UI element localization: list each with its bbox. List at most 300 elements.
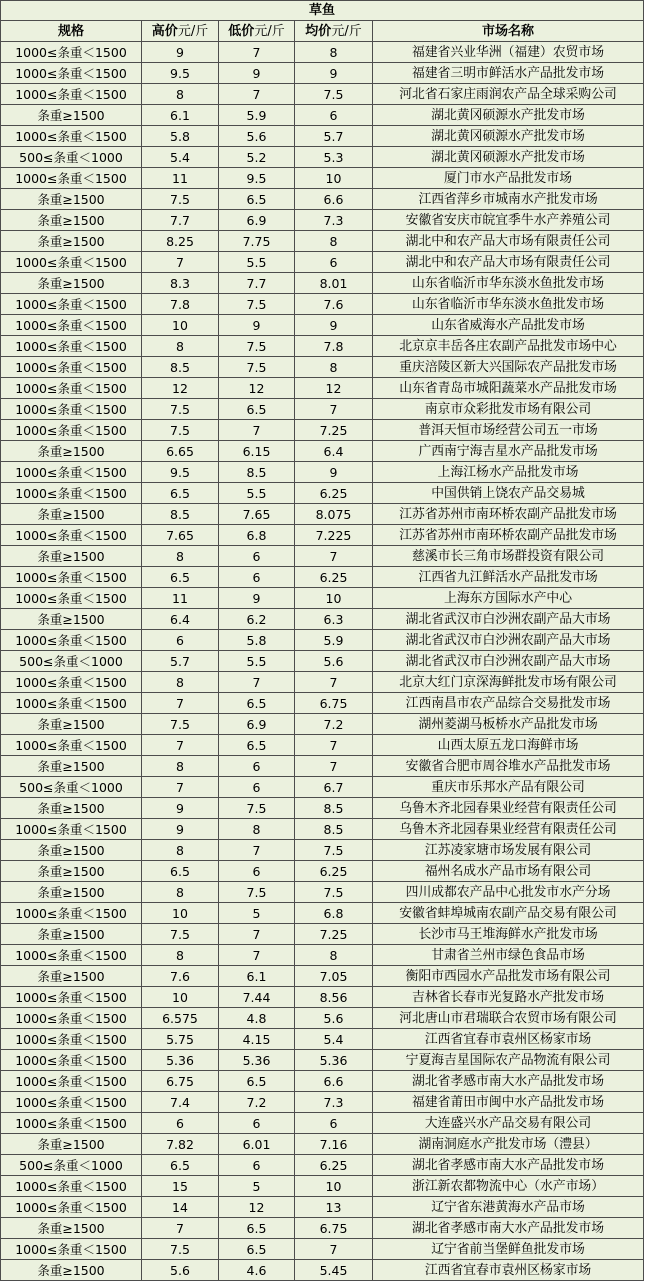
- cell-market: 福建省莆田市闽中水产品批发市场: [373, 1092, 644, 1113]
- cell-low-price: 5: [219, 903, 295, 924]
- table-row: [1, 1113, 644, 1134]
- cell-spec: 500≤条重＜1000: [1, 651, 142, 672]
- cell-high-price: 6: [142, 1113, 219, 1134]
- cell-market: 北京京丰岳各庄农副产品批发市场中心: [373, 336, 644, 357]
- cell-market: 广西南宁海吉星水产品批发市场: [373, 441, 644, 462]
- table-row: [1, 504, 644, 525]
- cell-low-price: 5.36: [219, 1050, 295, 1071]
- cell-market: 山东省临沂市华东淡水鱼批发市场: [373, 273, 644, 294]
- cell-market: 湖北省武汉市白沙洲农副产品大市场: [373, 630, 644, 651]
- cell-spec: 条重≥1500: [1, 966, 142, 987]
- cell-low-price: 6.5: [219, 693, 295, 714]
- cell-high-price: 8: [142, 945, 219, 966]
- cell-market: 辽宁省东港黄海水产品市场: [373, 1197, 644, 1218]
- cell-high-price: 12: [142, 378, 219, 399]
- cell-market: 湖北省孝感市南大水产品批发市场: [373, 1071, 644, 1092]
- cell-low-price: 4.8: [219, 1008, 295, 1029]
- header-high-unit: 元/斤: [177, 23, 209, 39]
- cell-low-price: 6: [219, 777, 295, 798]
- cell-avg-price: 5.9: [295, 630, 373, 651]
- table-row: [1, 1008, 644, 1029]
- table-row: [1, 567, 644, 588]
- cell-low-price: 6.5: [219, 1239, 295, 1260]
- cell-spec: 条重≥1500: [1, 756, 142, 777]
- cell-high-price: 7.5: [142, 399, 219, 420]
- table-row: [1, 840, 644, 861]
- cell-avg-price: 10: [295, 588, 373, 609]
- cell-spec: 条重≥1500: [1, 798, 142, 819]
- table-row: [1, 924, 644, 945]
- cell-spec: 1000≤条重＜1500: [1, 903, 142, 924]
- table-row: [1, 483, 644, 504]
- cell-spec: 500≤条重＜1000: [1, 1155, 142, 1176]
- cell-spec: 1000≤条重＜1500: [1, 483, 142, 504]
- cell-spec: 条重≥1500: [1, 714, 142, 735]
- cell-low-price: 6.8: [219, 525, 295, 546]
- cell-avg-price: 5.3: [295, 147, 373, 168]
- cell-spec: 1000≤条重＜1500: [1, 42, 142, 63]
- cell-market: 河北唐山市君瑞联合农贸市场有限公司: [373, 1008, 644, 1029]
- cell-spec: 1000≤条重＜1500: [1, 378, 142, 399]
- table-row: [1, 798, 644, 819]
- cell-avg-price: 7.16: [295, 1134, 373, 1155]
- table-row: [1, 1134, 644, 1155]
- cell-high-price: 14: [142, 1197, 219, 1218]
- table-row: [1, 588, 644, 609]
- table-row: [1, 756, 644, 777]
- cell-avg-price: 8: [295, 357, 373, 378]
- table-row: [1, 546, 644, 567]
- cell-market: 四川成都农产品中心批发市水产分场: [373, 882, 644, 903]
- cell-high-price: 9: [142, 42, 219, 63]
- cell-market: 慈溪市长三角市场群投资有限公司: [373, 546, 644, 567]
- cell-high-price: 6.5: [142, 861, 219, 882]
- cell-avg-price: 6.7: [295, 777, 373, 798]
- cell-market: 北京大红门京深海鲜批发市场有限公司: [373, 672, 644, 693]
- cell-high-price: 8.25: [142, 231, 219, 252]
- table-title: 草鱼: [1, 1, 644, 21]
- cell-high-price: 8: [142, 84, 219, 105]
- cell-avg-price: 8: [295, 42, 373, 63]
- cell-low-price: 7.5: [219, 882, 295, 903]
- cell-high-price: 7.7: [142, 210, 219, 231]
- cell-market: 江西省宜春市袁州区杨家市场: [373, 1260, 644, 1281]
- cell-avg-price: 6.75: [295, 1218, 373, 1239]
- cell-avg-price: 6: [295, 105, 373, 126]
- cell-avg-price: 6.25: [295, 1155, 373, 1176]
- cell-low-price: 6.9: [219, 714, 295, 735]
- cell-spec: 1000≤条重＜1500: [1, 315, 142, 336]
- cell-high-price: 7.8: [142, 294, 219, 315]
- table-row: [1, 231, 644, 252]
- cell-low-price: 7.44: [219, 987, 295, 1008]
- cell-low-price: 6.5: [219, 399, 295, 420]
- cell-avg-price: 13: [295, 1197, 373, 1218]
- cell-spec: 1000≤条重＜1500: [1, 1197, 142, 1218]
- cell-spec: 1000≤条重＜1500: [1, 630, 142, 651]
- cell-avg-price: 9: [295, 63, 373, 84]
- cell-low-price: 8: [219, 819, 295, 840]
- cell-avg-price: 7.3: [295, 210, 373, 231]
- cell-market: 山东省青岛市城阳蔬菜水产品批发市场: [373, 378, 644, 399]
- cell-low-price: 7: [219, 924, 295, 945]
- cell-avg-price: 7.5: [295, 84, 373, 105]
- cell-market: 上海东方国际水产中心: [373, 588, 644, 609]
- table-row: [1, 420, 644, 441]
- cell-market: 湖南洞庭水产批发市场（澧县）: [373, 1134, 644, 1155]
- cell-market: 湖北中和农产品大市场有限责任公司: [373, 231, 644, 252]
- table-row: [1, 42, 644, 63]
- table-row: [1, 63, 644, 84]
- header-row: [1, 21, 644, 42]
- cell-market: 大连盛兴水产品交易有限公司: [373, 1113, 644, 1134]
- cell-market: 安徽省安庆市皖宜季牛水产养殖公司: [373, 210, 644, 231]
- cell-market: 宁夏海吉星国际农产品物流有限公司: [373, 1050, 644, 1071]
- table-row: [1, 903, 644, 924]
- cell-spec: 条重≥1500: [1, 441, 142, 462]
- cell-spec: 1000≤条重＜1500: [1, 126, 142, 147]
- cell-market: 安徽省蚌埠城南农副产品交易有限公司: [373, 903, 644, 924]
- cell-low-price: 5.5: [219, 651, 295, 672]
- cell-spec: 条重≥1500: [1, 273, 142, 294]
- table-row: [1, 336, 644, 357]
- cell-high-price: 8: [142, 336, 219, 357]
- table-row: [1, 273, 644, 294]
- cell-avg-price: 7: [295, 399, 373, 420]
- cell-low-price: 9: [219, 588, 295, 609]
- cell-spec: 1000≤条重＜1500: [1, 987, 142, 1008]
- cell-avg-price: 8.075: [295, 504, 373, 525]
- cell-market: 重庆市乐邦水产品有限公司: [373, 777, 644, 798]
- cell-low-price: 7: [219, 420, 295, 441]
- cell-high-price: 6: [142, 630, 219, 651]
- table-row: [1, 651, 644, 672]
- cell-avg-price: 6.75: [295, 693, 373, 714]
- cell-low-price: 4.6: [219, 1260, 295, 1281]
- table-row: [1, 399, 644, 420]
- cell-avg-price: 7.25: [295, 924, 373, 945]
- cell-market: 上海江杨水产品批发市场: [373, 462, 644, 483]
- cell-market: 湖北省武汉市白沙洲农副产品大市场: [373, 651, 644, 672]
- cell-low-price: 7.2: [219, 1092, 295, 1113]
- table-row: [1, 987, 644, 1008]
- cell-spec: 条重≥1500: [1, 1218, 142, 1239]
- cell-low-price: 7.5: [219, 336, 295, 357]
- cell-high-price: 8.5: [142, 357, 219, 378]
- table-row: [1, 777, 644, 798]
- cell-low-price: 9: [219, 63, 295, 84]
- cell-high-price: 6.4: [142, 609, 219, 630]
- cell-avg-price: 8: [295, 945, 373, 966]
- table-row: [1, 609, 644, 630]
- cell-high-price: 9.5: [142, 462, 219, 483]
- cell-spec: 1000≤条重＜1500: [1, 1113, 142, 1134]
- cell-low-price: 7.5: [219, 798, 295, 819]
- cell-high-price: 7: [142, 777, 219, 798]
- cell-spec: 条重≥1500: [1, 1134, 142, 1155]
- cell-market: 湖北省武汉市白沙洲农副产品大市场: [373, 609, 644, 630]
- cell-market: 长沙市马王堆海鲜水产批发市场: [373, 924, 644, 945]
- cell-market: 江西省九江鲜活水产品批发市场: [373, 567, 644, 588]
- table-row: [1, 147, 644, 168]
- cell-high-price: 15: [142, 1176, 219, 1197]
- cell-low-price: 5.2: [219, 147, 295, 168]
- cell-low-price: 6.5: [219, 1071, 295, 1092]
- cell-spec: 1000≤条重＜1500: [1, 84, 142, 105]
- header-low-unit: 元/斤: [254, 23, 285, 39]
- table-row: [1, 168, 644, 189]
- cell-market: 河北省石家庄雨润农产品全球采购公司: [373, 84, 644, 105]
- cell-spec: 1000≤条重＜1500: [1, 1092, 142, 1113]
- cell-avg-price: 7: [295, 1239, 373, 1260]
- cell-market: 湖州菱湖马板桥水产品批发市场: [373, 714, 644, 735]
- cell-high-price: 6.1: [142, 105, 219, 126]
- cell-avg-price: 5.36: [295, 1050, 373, 1071]
- cell-avg-price: 10: [295, 168, 373, 189]
- cell-avg-price: 6.8: [295, 903, 373, 924]
- cell-low-price: 8.5: [219, 462, 295, 483]
- cell-avg-price: 6.3: [295, 609, 373, 630]
- cell-high-price: 5.75: [142, 1029, 219, 1050]
- cell-avg-price: 7: [295, 756, 373, 777]
- cell-low-price: 7: [219, 840, 295, 861]
- cell-spec: 1000≤条重＜1500: [1, 294, 142, 315]
- table-row: [1, 189, 644, 210]
- cell-market: 山东省威海水产品批发市场: [373, 315, 644, 336]
- header-market: 市场名称: [373, 21, 644, 42]
- cell-avg-price: 7: [295, 672, 373, 693]
- cell-avg-price: 7.5: [295, 882, 373, 903]
- header-avg-unit: 元/斤: [331, 23, 362, 39]
- table-row: [1, 693, 644, 714]
- cell-spec: 1000≤条重＜1500: [1, 168, 142, 189]
- table-row: [1, 630, 644, 651]
- cell-spec: 1000≤条重＜1500: [1, 1176, 142, 1197]
- cell-avg-price: 6.25: [295, 483, 373, 504]
- cell-spec: 1000≤条重＜1500: [1, 1071, 142, 1092]
- cell-high-price: 8.5: [142, 504, 219, 525]
- cell-market: 乌鲁木齐北园春果业经营有限责任公司: [373, 798, 644, 819]
- cell-market: 普洱天恒市场经营公司五一市场: [373, 420, 644, 441]
- table-row: [1, 126, 644, 147]
- cell-spec: 1000≤条重＜1500: [1, 525, 142, 546]
- table-row: [1, 1050, 644, 1071]
- cell-low-price: 7.7: [219, 273, 295, 294]
- table-row: [1, 252, 644, 273]
- cell-market: 福建省兴业华洲（福建）农贸市场: [373, 42, 644, 63]
- cell-high-price: 7.4: [142, 1092, 219, 1113]
- cell-avg-price: 12: [295, 378, 373, 399]
- cell-low-price: 5.5: [219, 483, 295, 504]
- cell-avg-price: 6.6: [295, 189, 373, 210]
- cell-avg-price: 6.25: [295, 861, 373, 882]
- cell-spec: 1000≤条重＜1500: [1, 567, 142, 588]
- header-low-label: 低价: [228, 23, 255, 39]
- cell-market: 湖北黄冈硕源水产批发市场: [373, 105, 644, 126]
- cell-spec: 500≤条重＜1000: [1, 777, 142, 798]
- cell-spec: 条重≥1500: [1, 1260, 142, 1281]
- cell-high-price: 8: [142, 546, 219, 567]
- cell-high-price: 10: [142, 315, 219, 336]
- cell-spec: 1000≤条重＜1500: [1, 399, 142, 420]
- cell-high-price: 9: [142, 819, 219, 840]
- cell-spec: 1000≤条重＜1500: [1, 336, 142, 357]
- cell-low-price: 6.01: [219, 1134, 295, 1155]
- header-avg-label: 均价: [305, 23, 332, 39]
- cell-low-price: 6.2: [219, 609, 295, 630]
- cell-high-price: 7.5: [142, 714, 219, 735]
- cell-market: 江苏凌家塘市场发展有限公司: [373, 840, 644, 861]
- table-row: [1, 735, 644, 756]
- cell-avg-price: 9: [295, 462, 373, 483]
- cell-low-price: 4.15: [219, 1029, 295, 1050]
- cell-avg-price: 6.6: [295, 1071, 373, 1092]
- cell-market: 江西省萍乡市城南水产批发市场: [373, 189, 644, 210]
- header-high-label: 高价: [151, 23, 178, 39]
- cell-low-price: 7: [219, 672, 295, 693]
- cell-avg-price: 7.3: [295, 1092, 373, 1113]
- cell-avg-price: 6.4: [295, 441, 373, 462]
- table-row: [1, 294, 644, 315]
- cell-avg-price: 7.6: [295, 294, 373, 315]
- cell-market: 衡阳市西园水产品批发市场有限公司: [373, 966, 644, 987]
- cell-avg-price: 7.25: [295, 420, 373, 441]
- cell-low-price: 12: [219, 378, 295, 399]
- cell-avg-price: 7: [295, 735, 373, 756]
- cell-low-price: 7: [219, 84, 295, 105]
- cell-avg-price: 5.4: [295, 1029, 373, 1050]
- cell-avg-price: 7.5: [295, 840, 373, 861]
- table-row: [1, 525, 644, 546]
- cell-low-price: 9: [219, 315, 295, 336]
- table-row: [1, 378, 644, 399]
- cell-avg-price: 7.8: [295, 336, 373, 357]
- cell-market: 重庆涪陵区新大兴国际农产品批发市场: [373, 357, 644, 378]
- cell-high-price: 8: [142, 672, 219, 693]
- cell-spec: 1000≤条重＜1500: [1, 357, 142, 378]
- table-row: [1, 1029, 644, 1050]
- cell-high-price: 7: [142, 693, 219, 714]
- cell-high-price: 7.5: [142, 189, 219, 210]
- cell-high-price: 5.7: [142, 651, 219, 672]
- table-row: [1, 861, 644, 882]
- table-row: [1, 819, 644, 840]
- cell-market: 安徽省合肥市周谷堆水产品批发市场: [373, 756, 644, 777]
- cell-market: 湖北中和农产品大市场有限责任公司: [373, 252, 644, 273]
- cell-high-price: 11: [142, 168, 219, 189]
- cell-low-price: 12: [219, 1197, 295, 1218]
- cell-avg-price: 9: [295, 315, 373, 336]
- cell-low-price: 6: [219, 756, 295, 777]
- cell-high-price: 5.4: [142, 147, 219, 168]
- cell-high-price: 5.36: [142, 1050, 219, 1071]
- cell-low-price: 7.75: [219, 231, 295, 252]
- cell-high-price: 7: [142, 1218, 219, 1239]
- header-low-price: [219, 21, 295, 42]
- cell-low-price: 5.6: [219, 126, 295, 147]
- cell-high-price: 7.5: [142, 924, 219, 945]
- cell-high-price: 6.5: [142, 483, 219, 504]
- cell-spec: 1000≤条重＜1500: [1, 1050, 142, 1071]
- table-row: [1, 105, 644, 126]
- cell-market: 福州名成水产品市场有限公司: [373, 861, 644, 882]
- cell-market: 江西南昌市农产品综合交易批发市场: [373, 693, 644, 714]
- cell-spec: 1000≤条重＜1500: [1, 1239, 142, 1260]
- cell-low-price: 6.5: [219, 1218, 295, 1239]
- table-row: [1, 1260, 644, 1281]
- table-row: [1, 672, 644, 693]
- cell-avg-price: 8.5: [295, 798, 373, 819]
- table-row: [1, 462, 644, 483]
- cell-high-price: 6.5: [142, 567, 219, 588]
- cell-spec: 1000≤条重＜1500: [1, 819, 142, 840]
- cell-avg-price: 8.56: [295, 987, 373, 1008]
- table-row: [1, 441, 644, 462]
- header-spec: 规格: [1, 21, 142, 42]
- cell-spec: 条重≥1500: [1, 210, 142, 231]
- cell-low-price: 7: [219, 42, 295, 63]
- cell-low-price: 5.9: [219, 105, 295, 126]
- cell-market: 中国供销上饶农产品交易城: [373, 483, 644, 504]
- cell-market: 江西省宜春市袁州区杨家市场: [373, 1029, 644, 1050]
- cell-low-price: 7.65: [219, 504, 295, 525]
- cell-avg-price: 7.225: [295, 525, 373, 546]
- cell-avg-price: 8.5: [295, 819, 373, 840]
- cell-market: 湖北黄冈硕源水产批发市场: [373, 126, 644, 147]
- cell-high-price: 6.65: [142, 441, 219, 462]
- cell-high-price: 11: [142, 588, 219, 609]
- cell-low-price: 6.1: [219, 966, 295, 987]
- table-row: [1, 966, 644, 987]
- cell-market: 乌鲁木齐北园春果业经营有限责任公司: [373, 819, 644, 840]
- cell-market: 厦门市水产品批发市场: [373, 168, 644, 189]
- cell-spec: 条重≥1500: [1, 504, 142, 525]
- cell-spec: 条重≥1500: [1, 840, 142, 861]
- cell-low-price: 6.5: [219, 735, 295, 756]
- cell-high-price: 10: [142, 987, 219, 1008]
- cell-high-price: 10: [142, 903, 219, 924]
- cell-high-price: 7: [142, 735, 219, 756]
- table-row: [1, 84, 644, 105]
- cell-market: 甘肃省兰州市绿色食品市场: [373, 945, 644, 966]
- cell-market: 山东省临沂市华东淡水鱼批发市场: [373, 294, 644, 315]
- table-row: [1, 315, 644, 336]
- cell-high-price: 7.5: [142, 1239, 219, 1260]
- cell-high-price: 6.5: [142, 1155, 219, 1176]
- table-row: [1, 1092, 644, 1113]
- cell-high-price: 8: [142, 840, 219, 861]
- cell-high-price: 9.5: [142, 63, 219, 84]
- cell-spec: 条重≥1500: [1, 924, 142, 945]
- cell-high-price: 7.65: [142, 525, 219, 546]
- cell-spec: 1000≤条重＜1500: [1, 1029, 142, 1050]
- header-avg-price: [295, 21, 373, 42]
- cell-high-price: 6.575: [142, 1008, 219, 1029]
- cell-spec: 条重≥1500: [1, 609, 142, 630]
- cell-market: 江苏省苏州市南环桥农副产品批发市场: [373, 525, 644, 546]
- cell-market: 浙江新农都物流中心（水产市场）: [373, 1176, 644, 1197]
- cell-high-price: 5.6: [142, 1260, 219, 1281]
- cell-avg-price: 10: [295, 1176, 373, 1197]
- cell-low-price: 6: [219, 567, 295, 588]
- table-row: [1, 357, 644, 378]
- cell-high-price: 8: [142, 882, 219, 903]
- cell-avg-price: 5.6: [295, 1008, 373, 1029]
- cell-low-price: 6.15: [219, 441, 295, 462]
- cell-spec: 条重≥1500: [1, 882, 142, 903]
- cell-market: 南京市众彩批发市场有限公司: [373, 399, 644, 420]
- cell-spec: 1000≤条重＜1500: [1, 420, 142, 441]
